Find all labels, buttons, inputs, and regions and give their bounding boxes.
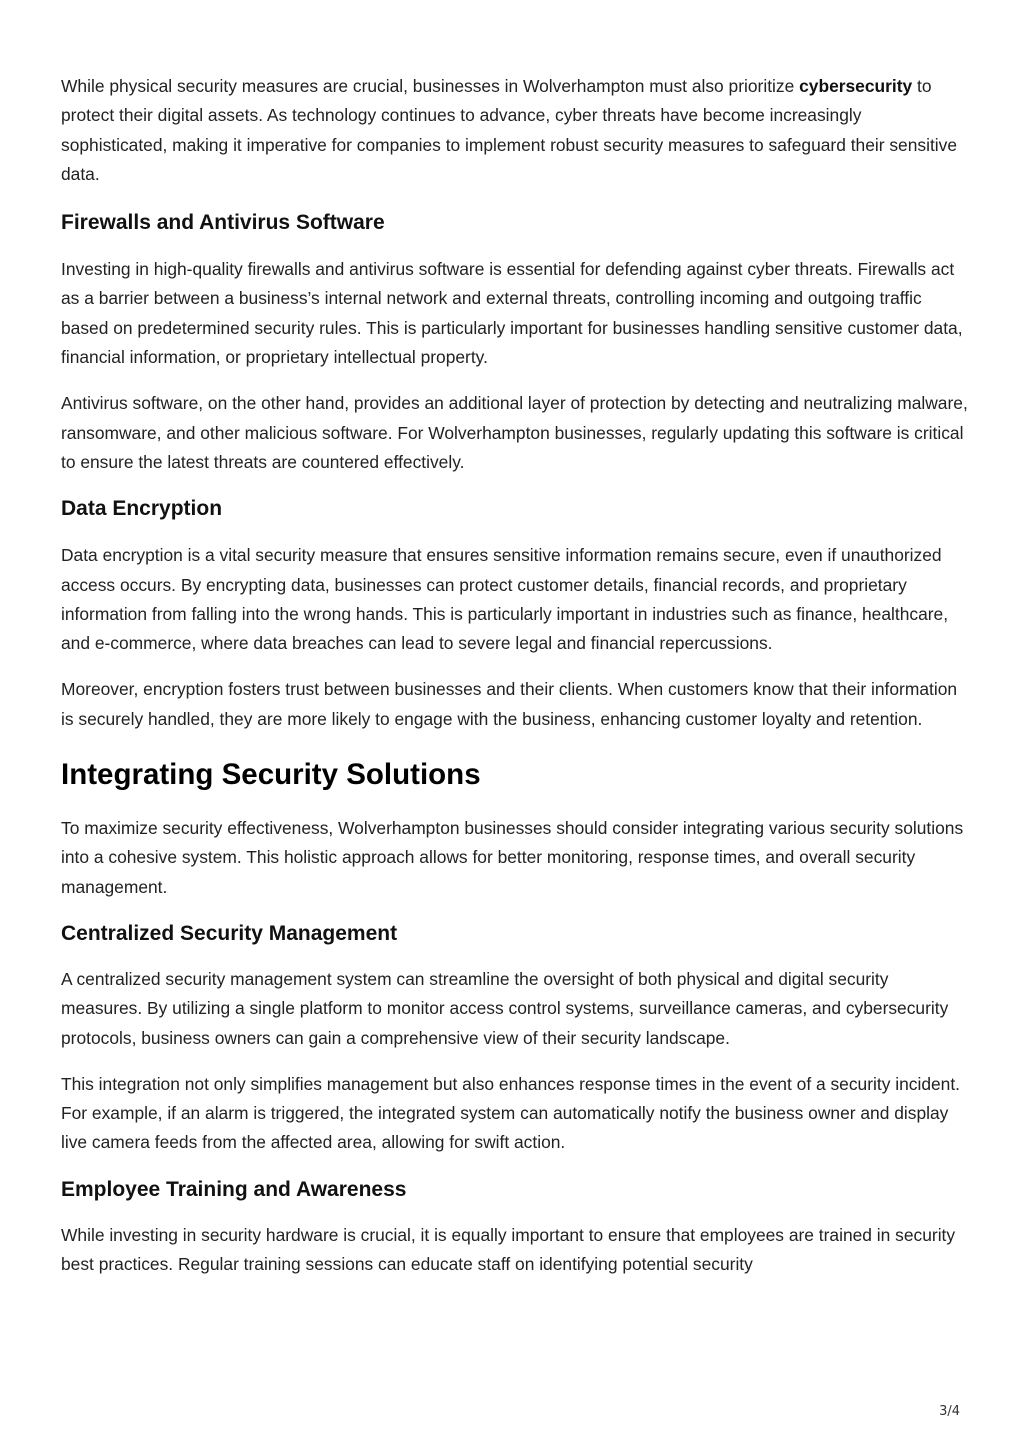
heading-employee-training: Employee Training and Awareness — [61, 1177, 407, 1201]
firewalls-paragraph-1: Investing in high-quality firewalls and antivirus software is essential for defending against cyber threats. Firewalls act as a barrier between a business’s internal network and external threats, controlling incoming and outgoing traffic based on predetermined security rules. This is particularly important for businesses handling sensitive customer data, financial information, or proprietary intellectual property. — [61, 259, 963, 368]
heading-firewalls: Firewalls and Antivirus Software — [61, 211, 385, 235]
heading-data-encryption: Data Encryption — [61, 497, 223, 521]
intro-text-end: to protect their digital assets. As technology continues to advance, cyber threats have become increasingly sophisticated, making it imperative for companies to implement robust security measures to safeguard their sensitive data. — [61, 76, 958, 184]
centralized-paragraph-2: This integration not only simplifies management but also enhances response times in the event of a security incident. For example, if an alarm is triggered, the integrated system can automatically notify the business owner and display live camera feeds from the affected area, allowing for swift action. — [61, 1073, 961, 1153]
firewalls-paragraph-2: Antivirus software, on the other hand, provides an additional layer of protection by detecting and neutralizing malware, ransomware, and other malicious software. For Wolverhampton businesses, regularly updating this software is critical to ensure the latest threats are countered effectively. — [61, 393, 968, 472]
centralized-paragraph-1: A centralized security management system can streamline the oversight of both physical and digital security measures. By utilizing a single platform to monitor access control systems, surveillance cameras, and cybersecurity protocols, business owners can gain a comprehensive view of their security landscape. — [61, 968, 949, 1048]
intro-bold-term: cybersecurity — [799, 76, 913, 96]
encryption-paragraph-1: Data encryption is a vital security measure that ensures sensitive information remains secure, even if unauthorized access occurs. By encrypting data, businesses can protect customer details, financial records, and proprietary information from falling into the wrong hands. This is particularly important in industries such as finance, healthcare, and e-commerce, where data breaches can lead to severe legal and financial repercussions. — [61, 545, 949, 654]
document-page — [61, 72, 971, 1296]
intro-text-start: While physical security measures are crucial, businesses in Wolverhampton must also prioritize — [61, 76, 800, 96]
integrating-paragraph-1: To maximize security effectiveness, Wolverhampton businesses should consider integrating various security solutions into a cohesive system. This holistic approach allows for better monitoring, response times, and overall security management. — [61, 818, 964, 897]
intro-paragraph — [61, 72, 971, 189]
heading-centralized-security-management: Centralized Security Management — [61, 921, 398, 945]
encryption-paragraph-2: Moreover, encryption fosters trust between businesses and their clients. When customers know that their information is securely handled, they are more likely to engage with the business, enhancing customer loyalty and retention. — [61, 679, 958, 729]
heading-integrating-security-solutions: Integrating Security Solutions — [61, 758, 481, 792]
training-paragraph-1: While investing in security hardware is crucial, it is equally important to ensure that employees are trained in security best practices. Regular training sessions can educate staff on identifying potential security — [61, 1224, 956, 1275]
page-number: 3/4 — [939, 1404, 960, 1419]
